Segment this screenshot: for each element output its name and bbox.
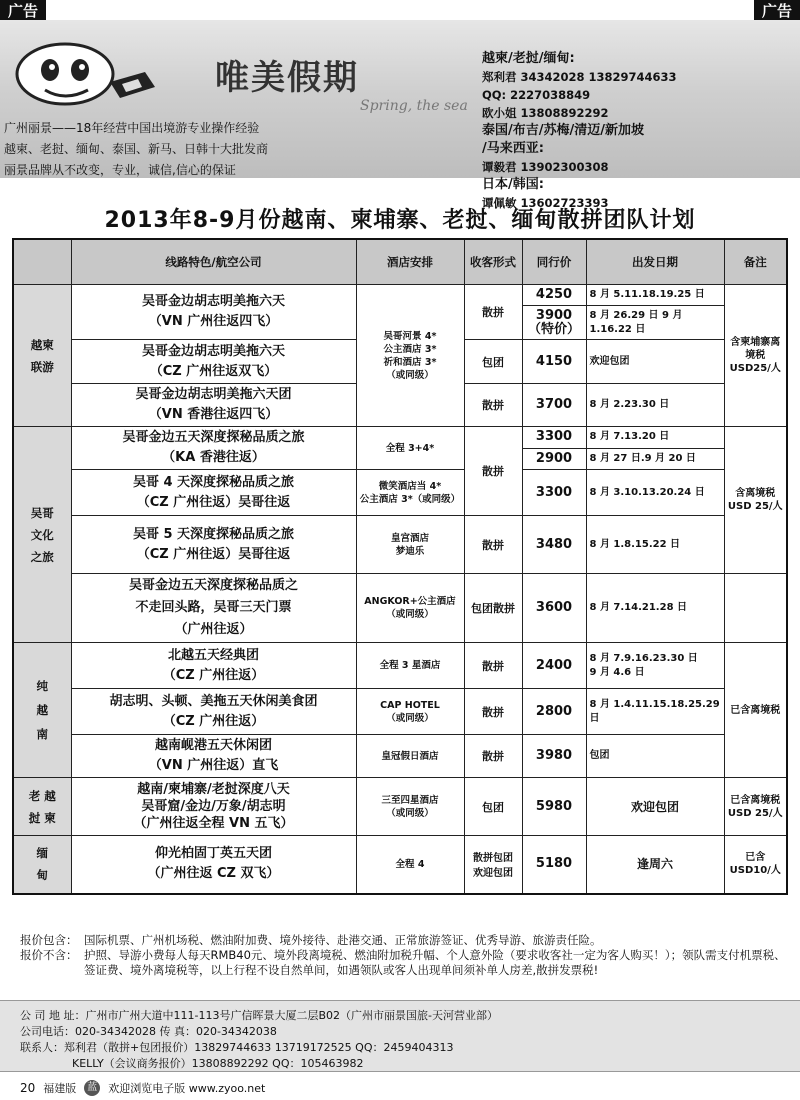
ad-label-right: 广告 [754, 0, 800, 22]
mode-cell: 散拼包团 欢迎包团 [464, 836, 522, 894]
hotel-cell: 三至四星酒店 （或同级） [356, 778, 464, 836]
route-cell: 吴哥金边胡志明美拖六天 （VN 广州往返四飞） [71, 285, 356, 340]
company-info [0, 1000, 800, 1072]
date-cell: 逢周六 [586, 836, 724, 894]
date-cell: 包团 [586, 735, 724, 778]
region-label: /马来西亚: [482, 141, 544, 156]
table-row [13, 689, 787, 735]
note-cell: 已含 USD10/人 [724, 836, 787, 894]
mode-cell: 包团 [464, 778, 522, 836]
price-cell: 3700 [522, 384, 586, 427]
mode-cell: 散拼 [464, 427, 522, 516]
tour-table [12, 238, 788, 895]
table-header-row [13, 239, 787, 285]
banner [0, 20, 800, 210]
date-cell: 欢迎包团 [586, 778, 724, 836]
table-row [13, 470, 787, 516]
group-label: 越柬 联游 [13, 285, 71, 427]
hotel-cell: 全程 4 [356, 836, 464, 894]
hotel-cell: 皇冠假日酒店 [356, 735, 464, 778]
mode-cell: 散拼 [464, 384, 522, 427]
note-cell: 含柬埔寨离境税 USD25/人 [724, 285, 787, 427]
hotel-cell: 微笑酒店当 4* 公主酒店 3*（或同级） [356, 470, 464, 516]
date-cell: 8 月 7.14.21.28 日 [586, 574, 724, 643]
route-cell: 胡志明、头顿、美拖五天休闲美食团 （CZ 广州往返） [71, 689, 356, 735]
hotel-cell: ANGKOR+公主酒店 （或同级） [356, 574, 464, 643]
region-label: 越柬/老挝/缅甸: [482, 51, 575, 66]
table-row [13, 516, 787, 574]
hotel-cell: 全程 3+4* [356, 427, 464, 470]
brand-name: 唯美假期 [215, 58, 359, 98]
price-cell: 5980 [522, 778, 586, 836]
mode-cell: 散拼 [464, 285, 522, 340]
tour-table-wrapper [12, 238, 786, 895]
included-text: 国际机票、广州机场税、燃油附加费、境外接待、赴港交通、正常旅游签证、优秀导游、旅游责任险。 [84, 933, 602, 947]
intro-line: 越柬、老挝、缅甸、泰国、新马、日韩十大批发商 [4, 142, 269, 156]
group-label: 吴哥 文化 之旅 [13, 427, 71, 643]
group-label: 缅 甸 [13, 836, 71, 894]
company-phone: 公司电话：020-34342028 传 真：020-34342038 [20, 1025, 277, 1038]
header-cell: 出发日期 [586, 239, 724, 285]
mode-cell: 散拼 [464, 689, 522, 735]
price-cell: 2400 [522, 643, 586, 689]
price-cell: 4250 [522, 285, 586, 306]
route-cell: 吴哥金边五天深度探秘品质之旅 （KA 香港往返） [71, 427, 356, 470]
company-contact: 联系人：郑利君（散拼+包团报价）13829744633 13719172525 QQ：2459404313 [20, 1041, 454, 1054]
price-cell: 5180 [522, 836, 586, 894]
price-cell: 3980 [522, 735, 586, 778]
excluded-text: 护照、导游小费每人每天RMB40元、境外段离境税、燃油附加税升幅、个人意外险（要求收客社一定为客人购买！）；领队需支付机票税、签证费、境外离境税等，以上行程不设自然单间，如遇领队或客人出现单间须补单人房差,散拼发票税! [84, 948, 786, 977]
header-cell: 收客形式 [464, 239, 522, 285]
note-cell: 含离境税 USD 25/人 [724, 427, 787, 574]
route-cell: 仰光柏固丁英五天团 （广州往返 CZ 双飞） [71, 836, 356, 894]
contact-line: 谭佩敏 13602723393 [482, 196, 609, 210]
mode-cell: 散拼 [464, 643, 522, 689]
banner-contacts [482, 50, 677, 212]
mode-cell: 散拼 [464, 735, 522, 778]
date-cell: 8 月 1.8.15.22 日 [586, 516, 724, 574]
date-cell: 8 月 26.29 日 9 月 1.16.22 日 [586, 306, 724, 340]
route-cell: 吴哥 4 天深度探秘品质之旅 （CZ 广州往返）吴哥往返 [71, 470, 356, 516]
price-cell: 3300 [522, 427, 586, 449]
included-label: 报价包含： [20, 933, 78, 947]
company-address: 公 司 地 址：广州市广州大道中111-113号广信晖景大厦二层B02（广州市丽景国旅-天河营业部） [20, 1009, 498, 1022]
table-row [13, 778, 787, 836]
table-row [13, 574, 787, 643]
hotel-cell: 皇宫酒店 梦迪乐 [356, 516, 464, 574]
hotel-cell: CAP HOTEL （或同级） [356, 689, 464, 735]
note-cell: 已含离境税 USD 25/人 [724, 778, 787, 836]
date-cell: 8 月 5.11.18.19.25 日 [586, 285, 724, 306]
price-cell: 3480 [522, 516, 586, 574]
header-cell: 同行价 [522, 239, 586, 285]
route-cell: 越南/柬埔寨/老挝深度八天 吴哥窟/金边/万象/胡志明 （广州往返全程 VN 五飞） [71, 778, 356, 836]
page-number: 20 [20, 1081, 36, 1095]
contact-line: 欧小姐 13808892292 [482, 106, 609, 120]
table-row [13, 643, 787, 689]
company-contact: KELLY（会议商务报价）13808892292 QQ：105463982 [72, 1057, 364, 1070]
route-cell: 吴哥金边胡志明美拖六天 （CZ 广州往返双飞） [71, 340, 356, 384]
brand-slogan: Spring, the sea [360, 98, 468, 114]
price-cell: 2800 [522, 689, 586, 735]
date-cell: 8 月 27 日.9 月 20 日 [586, 448, 724, 470]
region-label: 泰国/布吉/苏梅/清迈/新加坡 [482, 123, 644, 138]
mascot-logo-icon [10, 32, 160, 117]
date-cell: 8 月 1.4.11.15.18.25.29 日 [586, 689, 724, 735]
region-label: 日本/韩国: [482, 177, 544, 192]
note-cell: 已含离境税 [724, 643, 787, 778]
price-cell: 3600 [522, 574, 586, 643]
header-cell: 线路特色/航空公司 [71, 239, 356, 285]
group-label: 老 越 挝 柬 [13, 778, 71, 836]
mode-cell: 散拼 [464, 516, 522, 574]
excluded-label: 报价不含： [20, 948, 78, 962]
date-cell: 8 月 7.13.20 日 [586, 427, 724, 449]
price-cell: 3900 （特价） [522, 306, 586, 340]
hotel-cell: 全程 3 星酒店 [356, 643, 464, 689]
table-row [13, 836, 787, 894]
price-cell: 3300 [522, 470, 586, 516]
route-cell: 吴哥金边胡志明美拖六天团 （VN 香港往返四飞） [71, 384, 356, 427]
company-intro [4, 118, 268, 181]
mode-cell: 包团 [464, 340, 522, 384]
table-row [13, 285, 787, 306]
hotel-cell: 吴哥河景 4* 公主酒店 3* 祈和酒店 3* （或同级） [356, 285, 464, 427]
price-notes [20, 933, 790, 978]
edition-badge-icon: 蓝 [84, 1080, 100, 1096]
date-cell: 8 月 7.9.16.23.30 日 9 月 4.6 日 [586, 643, 724, 689]
table-row [13, 735, 787, 778]
edition-label: 福建版 [43, 1082, 77, 1095]
mode-cell: 包团散拼 [464, 574, 522, 643]
route-cell: 吴哥金边五天深度探秘品质之 不走回头路，吴哥三天门票 （广州往返） [71, 574, 356, 643]
table-row [13, 427, 787, 449]
header-cell: 备注 [724, 239, 787, 285]
intro-line: 广州丽景——18年经营中国出境游专业操作经验 [4, 121, 260, 135]
page-footer [20, 1080, 265, 1096]
page-title: 2013年8-9月份越南、柬埔寨、老挝、缅甸散拼团队计划 [104, 208, 696, 233]
contact-line: 谭毅君 13902300308 [482, 160, 609, 174]
contact-line: QQ: 2227038849 [482, 88, 591, 102]
price-cell: 4150 [522, 340, 586, 384]
header-cell [13, 239, 71, 285]
price-cell: 2900 [522, 448, 586, 470]
route-cell: 越南岘港五天休闲团 （VN 广州往返）直飞 [71, 735, 356, 778]
group-label: 纯 越 南 [13, 643, 71, 778]
route-cell: 吴哥 5 天深度探秘品质之旅 （CZ 广州往返）吴哥往返 [71, 516, 356, 574]
note-cell-empty [724, 574, 787, 643]
ad-label-left: 广告 [0, 0, 46, 22]
contact-line: 郑利君 34342028 13829744633 [482, 70, 677, 84]
date-cell: 8 月 2.23.30 日 [586, 384, 724, 427]
site-link[interactable]: 欢迎浏览电子版 www.zyoo.net [108, 1082, 266, 1095]
header-cell: 酒店安排 [356, 239, 464, 285]
date-cell: 8 月 3.10.13.20.24 日 [586, 470, 724, 516]
route-cell: 北越五天经典团 （CZ 广州往返） [71, 643, 356, 689]
date-cell: 欢迎包团 [586, 340, 724, 384]
intro-line: 丽景品牌从不改变，专业，诚信,信心的保证 [4, 163, 236, 177]
